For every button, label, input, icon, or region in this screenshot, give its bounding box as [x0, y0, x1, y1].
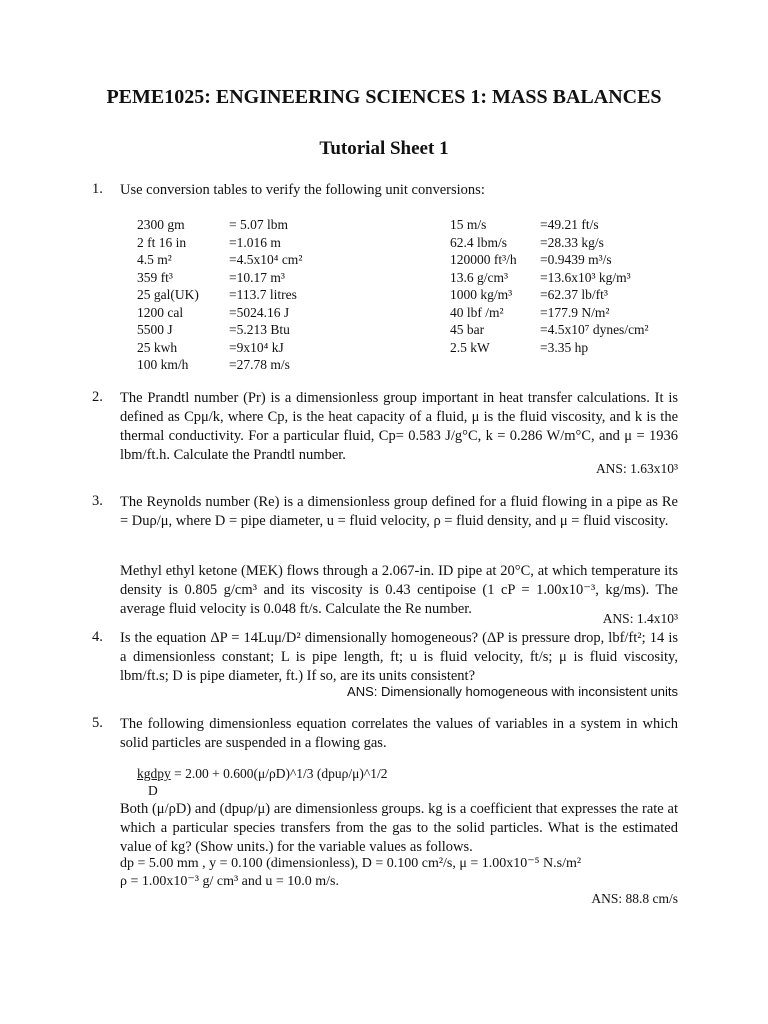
page-subtitle: Tutorial Sheet 1: [319, 138, 449, 159]
conv-r-to: =62.37 lb/ft³: [540, 287, 608, 302]
conversions-right-values: [540, 216, 649, 356]
conv-r-to: =3.35 hp: [540, 339, 589, 355]
conv-l-to: =5.213 Btu: [229, 322, 290, 337]
conv-l-from: 1200 cal: [137, 304, 184, 320]
conv-r-from: 15 m/s: [450, 217, 487, 232]
conv-l-to: = 5.07 lbm: [229, 217, 288, 232]
q2-text: The Prandtl number (Pr) is a dimensionless group important in heat transfer calculations. It is defined as Cpμ/k, where Cp, is the heat capacity of a fluid, μ is the fluid viscosity, and k is the thermal conductivity. For a particular fluid, Cp= 0.583 J/g°C, k = 0.286 W/m°C, and μ = 1936 lbm/ft.h. Calculate the Prandtl number.: [120, 390, 678, 463]
q3-text-2: Methyl ethyl ketone (MEK) flows through a 2.067-in. ID pipe at 20°C, at which temperature its density is 0.805 g/cm³ and its viscosity is 0.43 centipoise (1 cP = 1.00x10⁻³, kg/ms). The average fluid velocity is 0.048 ft/s. Calculate the Re number.: [120, 563, 678, 617]
conv-l-from: 359 ft³: [137, 269, 173, 285]
q5-answer: ANS: 88.8 cm/s: [591, 891, 678, 906]
q1-number: 1.: [92, 181, 103, 197]
q5-text: The following dimensionless equation correlates the values of variables in a system in which solid particles are suspended in a flowing gas.: [120, 716, 678, 751]
conversions-left-labels: [137, 216, 199, 374]
q3-text: The Reynolds number (Re) is a dimensionless group defined for a fluid flowing in a pipe as Re = Duρ/μ, where D = pipe diameter, u = fluid velocity, ρ = fluid density, and μ = fluid viscosity.: [120, 494, 678, 529]
page-title: PEME1025: ENGINEERING SCIENCES 1: MASS BALANCES: [106, 86, 662, 108]
conv-r-to: =13.6x10³ kg/m³: [540, 269, 631, 285]
conv-l-from: 2 ft 16 in: [137, 234, 187, 250]
conv-r-to: =28.33 kg/s: [540, 234, 604, 250]
q5-values-line-2: ρ = 1.00x10⁻³ g/ cm³ and u = 10.0 m/s.: [120, 874, 339, 889]
conv-r-to: =49.21 ft/s: [540, 217, 599, 232]
q2-number: 2.: [92, 389, 103, 405]
conversions-right-labels: [450, 216, 517, 356]
conv-l-to: =9x10⁴ kJ: [229, 339, 284, 355]
conv-r-from: 120000 ft³/h: [450, 252, 517, 267]
conv-l-to: =4.5x10⁴ cm²: [229, 252, 303, 267]
conv-l-to: =10.17 m³: [229, 269, 285, 285]
conv-l-from: 2300 gm: [137, 217, 185, 232]
conv-r-to: =177.9 N/m²: [540, 304, 610, 320]
formula-numerator: kgdpy: [137, 766, 171, 781]
conv-l-from: 4.5 m²: [137, 252, 172, 267]
conv-l-to: =27.78 m/s: [229, 357, 290, 372]
conv-l-to: =5024.16 J: [229, 304, 290, 320]
conv-r-from: 2.5 kW: [450, 339, 490, 355]
q2-answer: ANS: 1.63x10³: [595, 461, 678, 476]
correlation-formula: [137, 766, 387, 782]
conv-r-from: 62.4 lbm/s: [450, 234, 508, 250]
q5-text-2: Both (μ/ρD) and (dpuρ/μ) are dimensionless groups. kg is a coefficient that expresses the rate at which a particular species transfers from the gas to the solid particles. What is the estimated value of kg? (Show units.) for the variable values as follows.: [120, 801, 678, 855]
conv-l-from: 25 kwh: [137, 339, 178, 355]
conv-l-to: =1.016 m: [229, 234, 281, 250]
conv-r-from: 40 lbf /m²: [450, 304, 504, 320]
conv-r-to: =0.9439 m³/s: [540, 252, 612, 267]
conv-l-from: 5500 J: [137, 322, 173, 337]
conv-l-from: 25 gal(UK): [137, 287, 199, 302]
conv-l-to: =113.7 litres: [229, 287, 297, 302]
formula-denominator: D: [148, 783, 158, 798]
q5-values-line-1: dp = 5.00 mm , y = 0.100 (dimensionless), D = 0.100 cm²/s, μ = 1.00x10⁻⁵ N.s/m²: [120, 856, 582, 871]
conv-r-from: 45 bar: [450, 322, 485, 337]
conversions-left-values: [229, 216, 302, 374]
conv-l-from: 100 km/h: [137, 357, 189, 372]
q4-text: Is the equation ΔP = 14Luμ/D² dimensionally homogeneous? (ΔP is pressure drop, lbf/ft²; 14 is a dimensionless constant; L is pipe length, ft; u is fluid velocity, ft/s; μ is fluid viscosity, lbm/ft.s; D is pipe diameter, ft.) If so, are its units consistent?: [120, 630, 678, 684]
conv-r-from: 13.6 g/cm³: [450, 269, 509, 285]
conv-r-from: 1000 kg/m³: [450, 287, 513, 302]
q4-answer: ANS: Dimensionally homogeneous with inconsistent units: [347, 684, 678, 699]
q1-text: Use conversion tables to verify the following unit conversions:: [120, 182, 485, 198]
q5-number: 5.: [92, 715, 103, 731]
conv-r-to: =4.5x10⁷ dynes/cm²: [540, 322, 649, 337]
q4-number: 4.: [92, 629, 103, 645]
formula-rhs: = 2.00 + 0.600(μ/ρD)^1/3 (dpuρ/μ)^1/2: [170, 766, 388, 781]
q3-answer: ANS: 1.4x10³: [602, 611, 678, 626]
q3-number: 3.: [92, 493, 103, 509]
